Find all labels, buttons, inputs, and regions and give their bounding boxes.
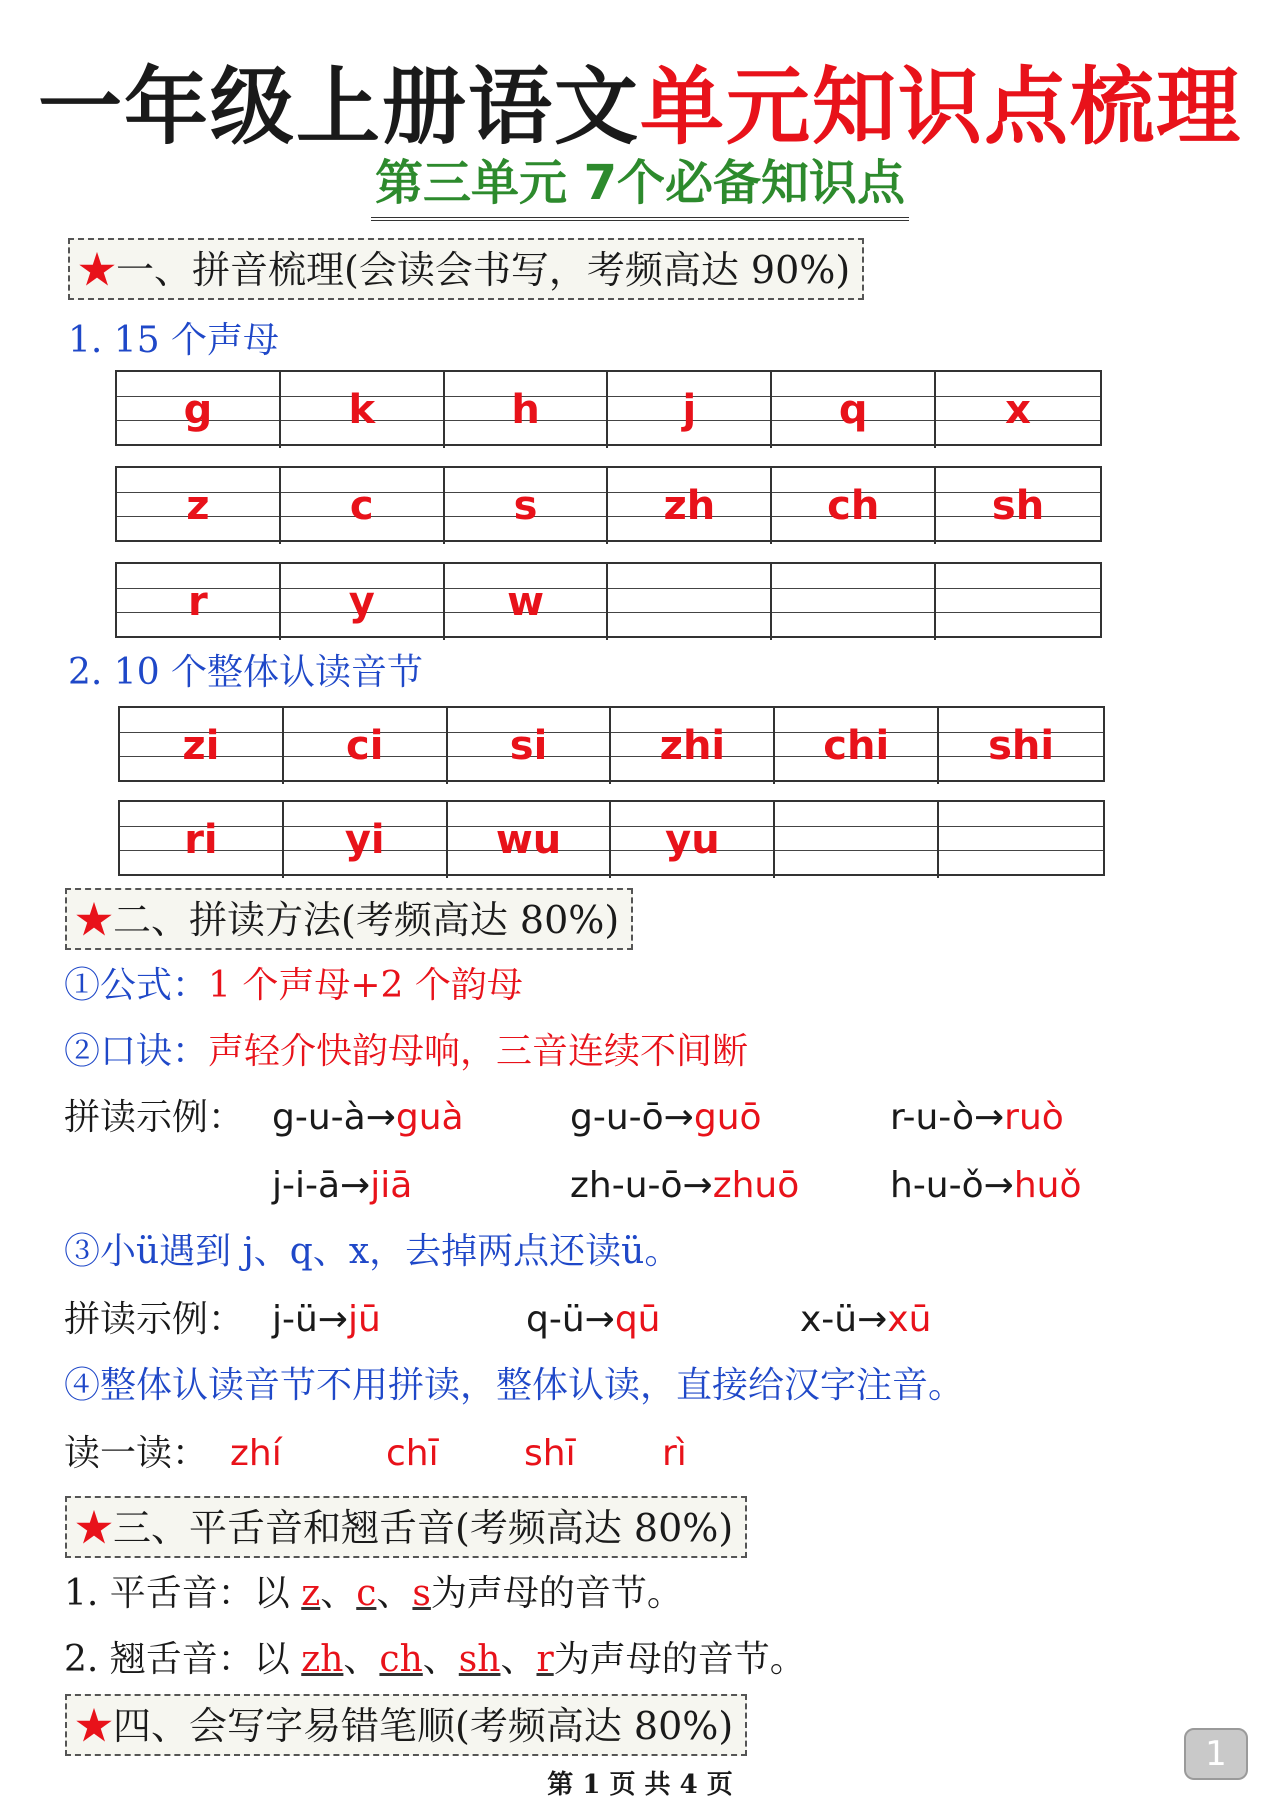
pinyin-cell: s xyxy=(445,468,609,544)
shengmu-label: 1. 15 个声母 xyxy=(68,320,280,361)
example-item: zh-u-ō→zhuō xyxy=(570,1165,800,1206)
example-item: j-ü→jū xyxy=(272,1299,381,1340)
rule-whole-syllable: ④整体认读音节不用拼读，整体认读，直接给汉字注音。 xyxy=(64,1365,965,1406)
example-label: 拼读示例： xyxy=(64,1299,245,1340)
zhengti-grid-row-2 xyxy=(118,800,1105,876)
pinyin-cell: q xyxy=(772,372,936,448)
pinyin-cell: k xyxy=(281,372,445,448)
pinyin-cell: zhi xyxy=(611,708,775,784)
read-item: chī xyxy=(386,1433,439,1474)
example-item: h-u-ǒ→huǒ xyxy=(890,1165,1082,1206)
title-part1: 一年级上册语文 xyxy=(37,58,640,156)
zhengti-label: 2. 10 个整体认读音节 xyxy=(68,652,424,693)
pinyin-cell xyxy=(608,564,772,640)
example-label: 拼读示例： xyxy=(64,1097,245,1138)
read-item: rì xyxy=(662,1433,687,1474)
star-icon: ★ xyxy=(75,898,114,942)
pinyin-cell: yu xyxy=(611,802,775,878)
pingshe-line: 1. 平舌音：以 z、c、s为声母的音节。 xyxy=(64,1573,683,1614)
pinyin-cell: ch xyxy=(772,468,936,544)
example-item: g-u-à→guà xyxy=(272,1097,464,1138)
pinyin-cell: shi xyxy=(988,723,1055,769)
pinyin-cell: ci xyxy=(284,708,448,784)
star-icon: ★ xyxy=(75,1704,114,1748)
pinyin-cell: g xyxy=(117,372,281,448)
page-footer: 第 1 页 共 4 页 xyxy=(547,1770,733,1800)
example-item: x-ü→xū xyxy=(800,1299,932,1340)
pinyin-cell xyxy=(772,564,936,640)
pinyin-cell: j xyxy=(608,372,772,448)
zhengti-grid-row-1 xyxy=(118,706,1105,782)
shengmu-grid-row-2 xyxy=(115,466,1102,542)
section-heading-stroke-order: ★四、会写字易错笔顺(考频高达 80%) xyxy=(65,1694,747,1756)
page-number-badge[interactable]: 1 xyxy=(1184,1728,1248,1780)
title-part2: 单元知识点梳理 xyxy=(640,58,1243,156)
pinyin-cell: chi xyxy=(775,708,939,784)
pinyin-cell: yi xyxy=(284,802,448,878)
pinyin-cell: w xyxy=(445,564,609,640)
pinyin-cell: si xyxy=(448,708,612,784)
star-icon: ★ xyxy=(78,248,117,292)
rule-mnemonic: ②口诀：声轻介快韵母响，三音连续不间断 xyxy=(64,1031,749,1072)
pinyin-cell: zh xyxy=(608,468,772,544)
example-item: g-u-ō→guō xyxy=(570,1097,762,1138)
pinyin-cell xyxy=(936,564,1100,640)
read-item: shī xyxy=(524,1433,576,1474)
star-icon: ★ xyxy=(75,1506,114,1550)
pinyin-cell xyxy=(939,802,1103,878)
page-subtitle: 第三单元 7个必备知识点 xyxy=(0,144,1280,221)
pinyin-cell: wu xyxy=(448,802,612,878)
pinyin-cell: x xyxy=(1005,387,1031,433)
pinyin-cell: y xyxy=(281,564,445,640)
pinyin-cell: r xyxy=(117,564,281,640)
pinyin-cell: z xyxy=(117,468,281,544)
pinyin-cell: c xyxy=(281,468,445,544)
section-heading-tongue: ★三、平舌音和翘舌音(考频高达 80%) xyxy=(65,1496,747,1558)
section-heading-method: ★二、拼读方法(考频高达 80%) xyxy=(65,888,633,950)
pinyin-cell: zi xyxy=(120,708,284,784)
section-heading-pinyin: ★一、拼音梳理(会读会书写，考频高达 90%) xyxy=(68,238,864,300)
read-label: 读一读： xyxy=(64,1433,209,1474)
pinyin-cell: h xyxy=(445,372,609,448)
shengmu-grid-row-1 xyxy=(115,370,1102,446)
read-item: zhí xyxy=(230,1433,282,1474)
pinyin-cell: sh xyxy=(991,483,1045,529)
pinyin-cell xyxy=(775,802,939,878)
qiaoshe-line: 2. 翘舌音：以 zh、ch、sh、r为声母的音节。 xyxy=(64,1639,806,1680)
example-item: j-i-ā→jiā xyxy=(272,1165,413,1206)
example-item: r-u-ò→ruò xyxy=(890,1097,1064,1138)
rule-umlaut: ③小ü遇到 j、q、x，去掉两点还读ü。 xyxy=(64,1231,681,1272)
example-item: q-ü→qū xyxy=(526,1299,661,1340)
pinyin-cell: ri xyxy=(120,802,284,878)
rule-formula: ①公式：1 个声母+2 个韵母 xyxy=(64,965,523,1006)
shengmu-grid-row-3 xyxy=(115,562,1102,638)
page-title xyxy=(0,40,1280,161)
